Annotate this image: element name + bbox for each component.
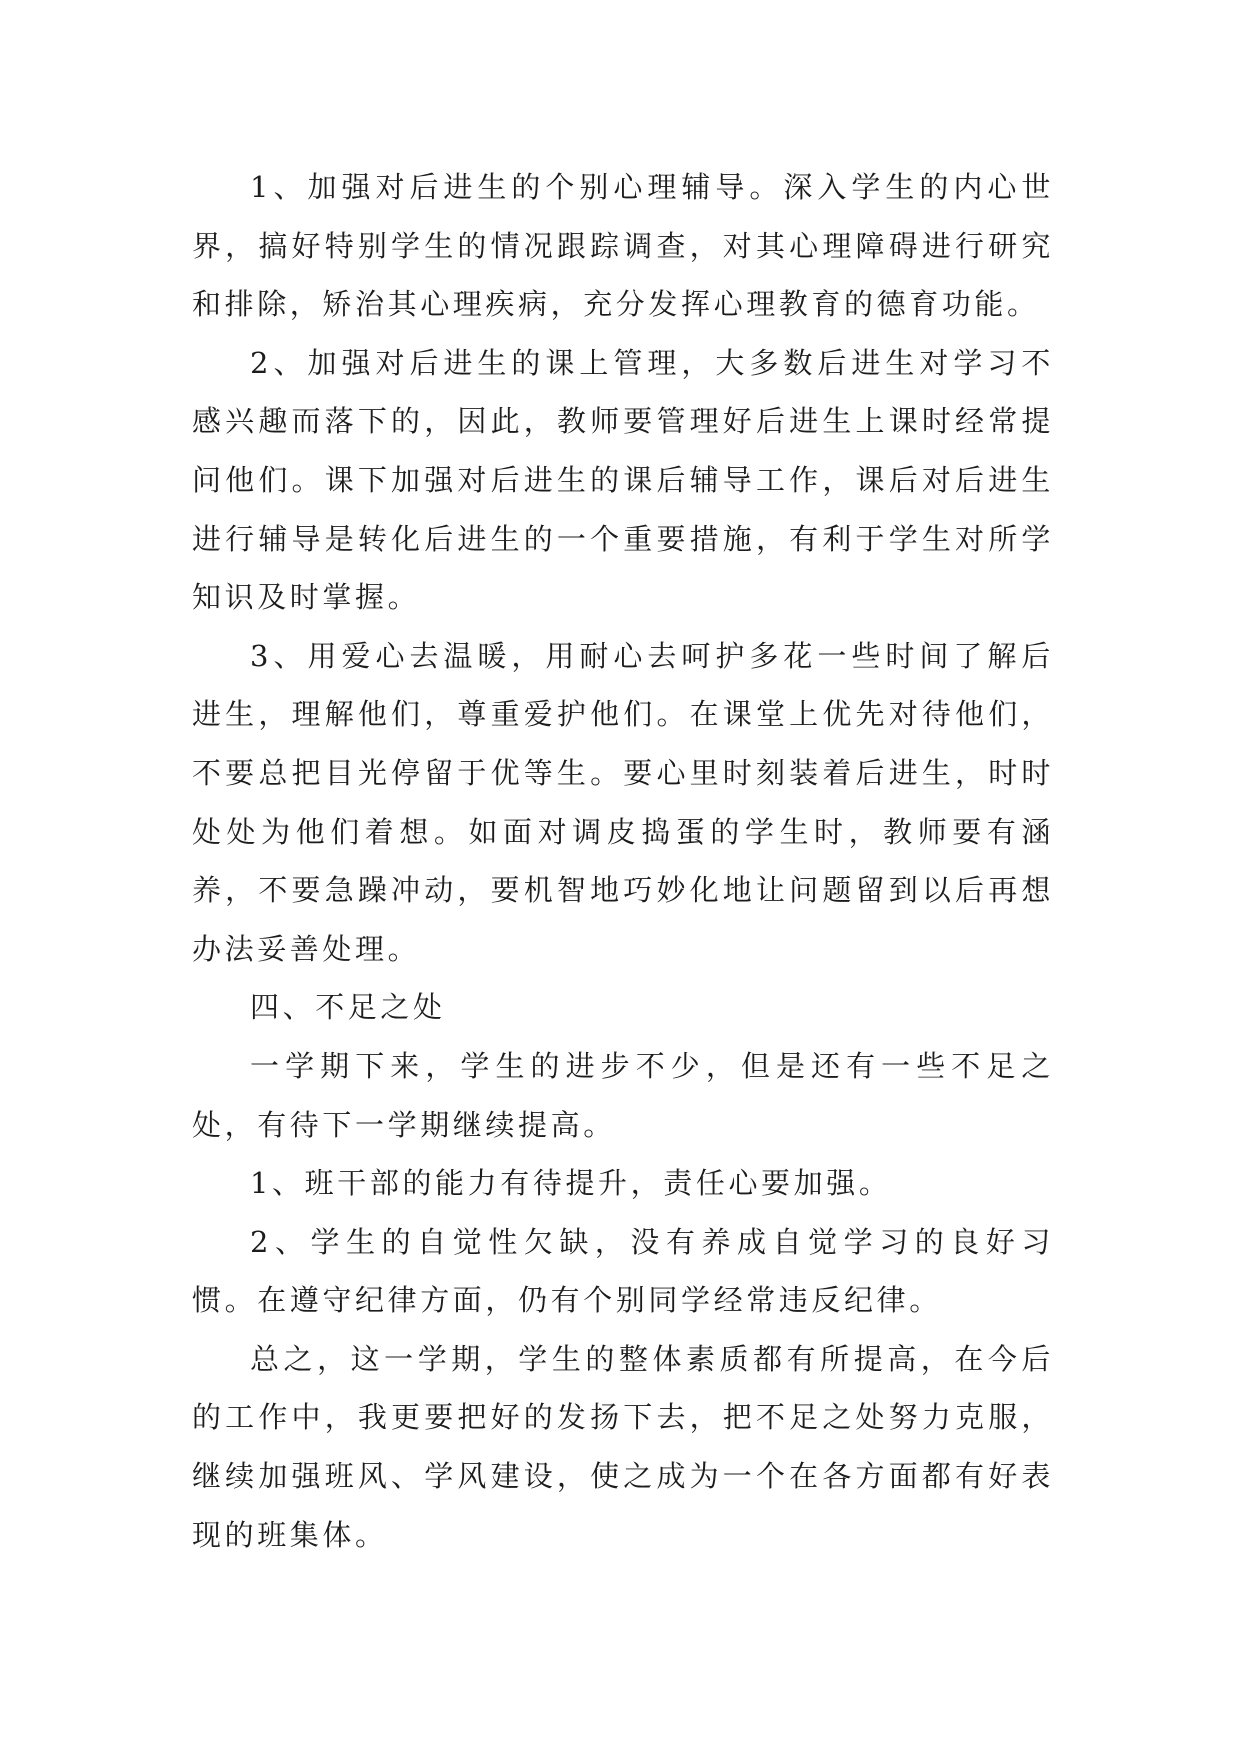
paragraph-care-and-patience: 3、用爱心去温暖，用耐心去呵护多花一些时间了解后进生，理解他们，尊重爱护他们。在课堂上优先对待他们，不要总把目光停留于优等生。要心里时刻装着后进生，时时处处为他们着想。如面对调皮捣蛋的学生时，教师要有涵养，不要急躁冲动，要机智地巧妙化地让问题留到以后再想办法妥善处理。: [192, 638, 1054, 966]
paragraph-classroom-management: 2、加强对后进生的课上管理，大多数后进生对学习不感兴趣而落下的，因此，教师要管理好后进生上课时经常提问他们。课下加强对后进生的课后辅导工作，课后对后进生进行辅导是转化后进生的一个重要措施，有利于学生对所学知识及时掌握。: [192, 345, 1054, 615]
paragraph-conclusion: 总之，这一学期，学生的整体素质都有所提高，在今后的工作中，我更要把好的发扬下去，把不足之处努力克服，继续加强班风、学风建设，使之成为一个在各方面都有好表现的班集体。: [192, 1341, 1054, 1552]
paragraph-class-cadre: 1、班干部的能力有待提升，责任心要加强。: [250, 1166, 892, 1201]
paragraph-psychological-guidance: 1、加强对后进生的个别心理辅导。深入学生的内心世界，搞好特别学生的情况跟踪调查，对其心理障碍进行研究和排除，矫治其心理疾病，充分发挥心理教育的德育功能。: [192, 170, 1054, 322]
section-heading-shortcomings: 四、不足之处: [250, 990, 446, 1025]
paragraph-self-discipline: 2、学生的自觉性欠缺，没有养成自觉学习的良好习惯。在遵守纪律方面，仍有个别同学经常违反纪律。: [192, 1224, 1054, 1318]
document-body: [192, 158, 1054, 1564]
paragraph-shortcomings-intro: 一学期下来，学生的进步不少，但是还有一些不足之处，有待下一学期继续提高。: [192, 1048, 1054, 1142]
